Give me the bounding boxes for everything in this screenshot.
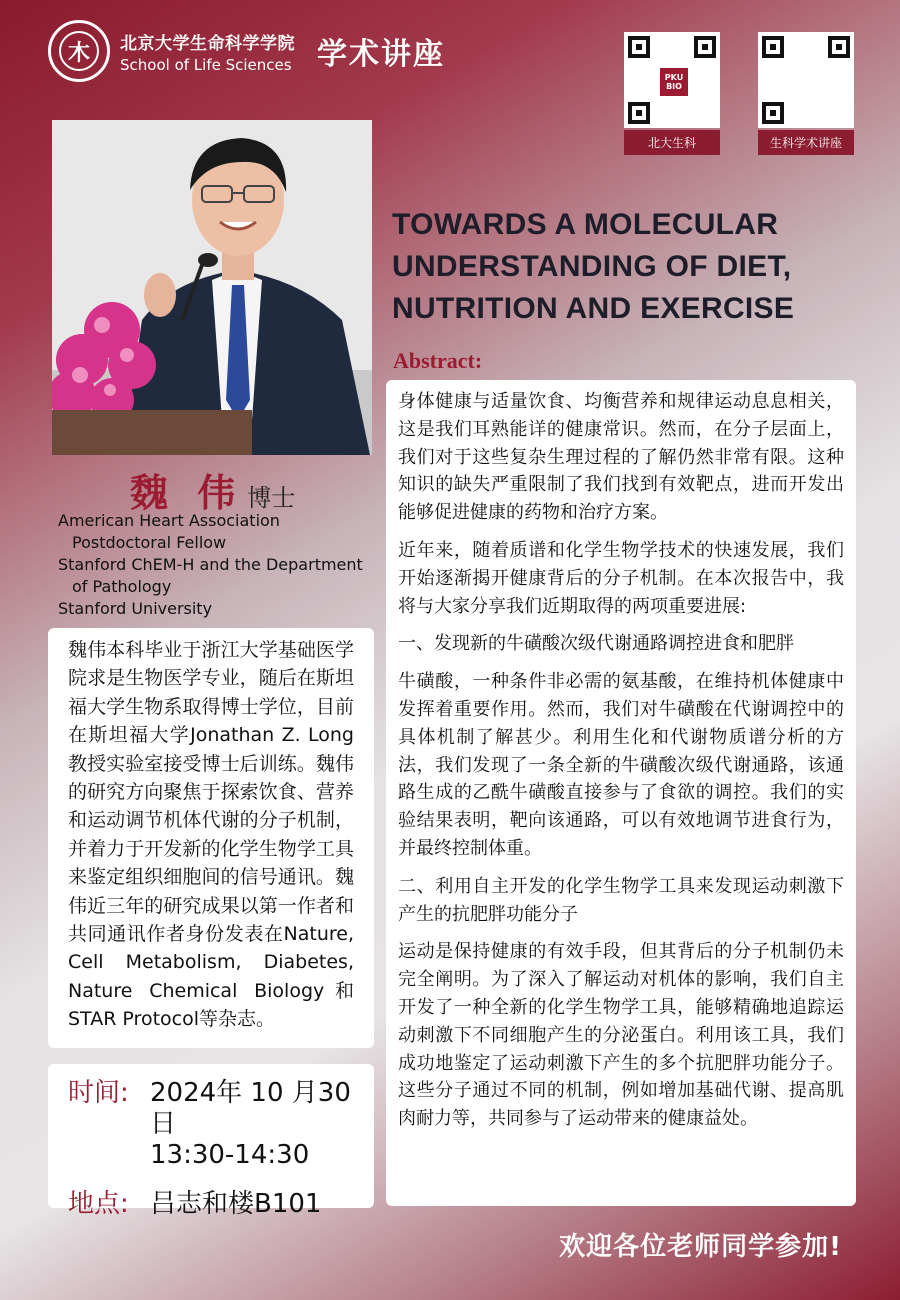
event-date: 2024年 10 月30日 [150,1078,351,1139]
affiliation-line: Stanford University [58,599,213,618]
affiliation-line: Stanford ChEM-H and the Department [58,555,363,574]
speaker-name: 魏 伟 [130,471,244,515]
header [48,20,445,82]
speaker-affiliation [58,510,378,620]
abstract-paragraph: 运动是保持健康的有效手段，但其背后的分子机制仍未完全阐明。为了深入了解运动对机体的影响，我们自主开发了一种全新的化学生物学工具，能够精确地追踪运动刺激下不同细胞产生的分泌蛋白。利用该工具，我们成功地鉴定了运动刺激下产生的多个抗肥胖功能分子。这些分子通过不同的机制，例如增加基础代谢、提高肌肉耐力等，共同参与了运动带来的健康益处。 [398,941,844,1130]
event-time-row [68,1078,354,1171]
event-type: 学术讲座 [317,37,445,72]
school-name-cn: 北京大学生命科学学院 [120,33,295,54]
abstract-paragraph: 牛磺酸，一种条件非必需的氨基酸，在维持机体健康中发挥着重要作用。然而，我们对牛磺酸在代谢调控中的具体机制了解甚少。利用生化和代谢物质谱分析的方法，我们发现了一条全新的牛磺酸次级代谢通路，该通路生成的乙酰牛磺酸直接参与了食欲的调控。我们的实验结果表明，靶向该通路，可以有效地调节进食行为，并最终控制体重。 [398,671,844,859]
school-name-en: School of Life Sciences [120,55,292,74]
abstract-heading: 一、发现新的牛磺酸次级代谢通路调控进食和肥胖 [398,633,794,655]
speaker-bio: 魏伟本科毕业于浙江大学基础医学院求是生物医学专业，随后在斯坦福大学生物系取得博士学位，目前在斯坦福大学Jonathan Z. Long教授实验室接受博士后训练。魏伟的研究方向聚焦于探索饮食、营养和运动调节机体代谢的分子机制，并着力于开发新的化学生物学工具来鉴定组织细胞间的信号通讯。魏伟近三年的研究成果以第一作者和共同通讯作者身份发表在Nature, Cell Metabolism, Diabetes, Nature Chemical Biology和STAR Protocol等杂志。 [68,639,354,1031]
affiliation-line: of Pathology [72,577,172,596]
qr-code-lecture [758,32,854,155]
abstract-box [386,380,856,1206]
speaker-bio-box [48,628,374,1048]
time-label: 时间: [68,1078,129,1108]
pku-seal-logo [48,20,110,82]
abstract-heading: 二、利用自主开发的化学生物学工具来发现运动刺激下产生的抗肥胖功能分子 [398,875,844,925]
abstract-paragraph: 近年来，随着质谱和化学生物学技术的快速发展，我们开始逐渐揭开健康背后的分子机制。在本次报告中，我将与大家分享我们近期取得的两项重要进展: [398,539,844,617]
abstract-paragraph: 身体健康与适量饮食、均衡营养和规律运动息息相关，这是我们耳熟能详的健康常识。然而，在分子层面上，我们对于这些复杂生理过程的了解仍然非常有限。这种知识的缺失严重限制了我们找到有效靶点，进而开发出能够促进健康的药物和治疗方案。 [398,391,844,524]
qr-label: 北大生科 [624,130,720,155]
welcome-message: 欢迎各位老师同学参加! [559,1232,842,1262]
affiliation-line: American Heart Association [58,511,280,530]
event-place-row [68,1189,354,1220]
speaker-title: 博士 [247,484,296,512]
seal-glyph: 木 [59,31,99,71]
qr-label: 生科学术讲座 [758,130,854,155]
school-name [120,29,295,74]
speaker-name-row [130,462,295,517]
speaker-photo [52,120,372,455]
qr-code-pkubio [624,32,720,155]
affiliation-line: Postdoctoral Fellow [72,533,227,552]
abstract-label: Abstract: [393,348,483,373]
event-info-box [48,1064,374,1219]
speaker-illustration [52,120,372,455]
event-place: 吕志和楼B101 [150,1189,322,1219]
qr-code-icon [758,32,854,128]
talk-title: TOWARDS A MOLECULAR UNDERSTANDING OF DIET, NUTRITION AND EXERCISE [392,208,795,325]
qr-code-icon [624,32,720,128]
pku-bio-logo: PKU BIO [658,66,690,98]
event-hours: 13:30-14:30 [150,1140,310,1170]
place-label: 地点: [68,1189,129,1219]
